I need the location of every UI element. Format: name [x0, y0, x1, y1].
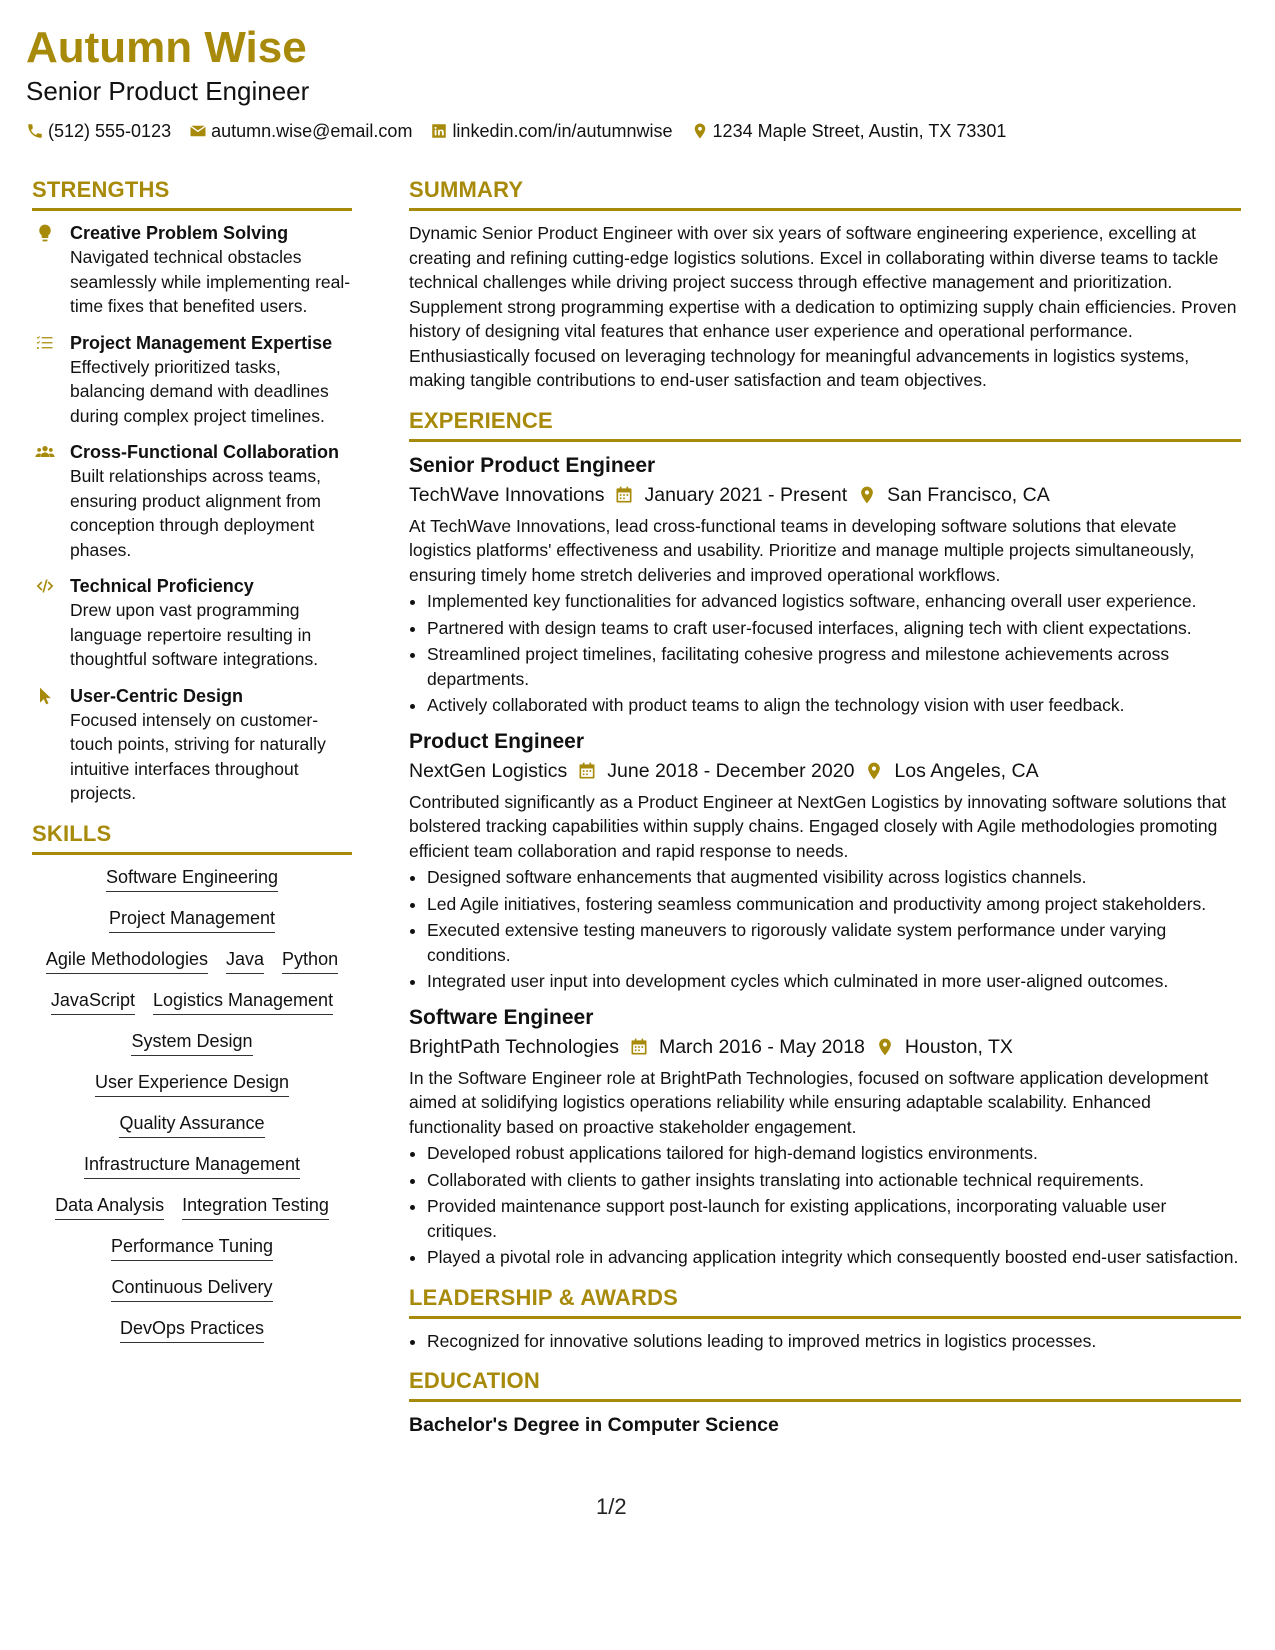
- resume-header: [26, 22, 1246, 144]
- right-column: [409, 176, 1241, 1438]
- bullet-item: • Developed robust applications tailored for high-demand logistics environments.: [427, 1141, 1241, 1166]
- leadership-bullets: [409, 1329, 1241, 1354]
- skill-tag: DevOps Practices: [120, 1316, 264, 1343]
- contact-phone: [26, 118, 171, 144]
- bullet-item: • Provided maintenance support post-launch for existing applications, incorporating valuable user critiques.: [427, 1194, 1241, 1243]
- job-title: Senior Product Engineer: [409, 453, 656, 477]
- strength-title: Project Management Expertise: [70, 332, 333, 353]
- bullet-item: • Implemented key functionalities for advanced logistics software, enhancing overall user experience.: [427, 589, 1241, 614]
- strength-title: Creative Problem Solving: [70, 223, 289, 243]
- summary-section: [409, 176, 1241, 393]
- map-pin-icon: [857, 485, 877, 505]
- contact-email[interactable]: [189, 118, 412, 144]
- skill-tag: Logistics Management: [153, 988, 333, 1015]
- calendar-icon: [629, 1037, 649, 1057]
- strength-item: [32, 684, 352, 806]
- strength-description: Effectively prioritized tasks, balancing demand with deadlines during complex project timelines.: [70, 356, 329, 426]
- cursor-icon: [32, 684, 58, 806]
- bullet-item: • Played a pivotal role in advancing application integrity which consequently boosted end-user satisfaction.: [427, 1245, 1241, 1270]
- skills-heading: SKILLS: [32, 820, 112, 846]
- job-description: At TechWave Innovations, lead cross-functional teams in developing software solutions that elevate logistics platforms' effectiveness and usability. Prioritize and manage multiple projects simultaneously, ensuring timely home stretch deliveries and improved operational workflows.: [409, 515, 1195, 585]
- skill-tag: Software Engineering: [106, 865, 278, 892]
- strengths-section: [32, 176, 352, 806]
- job-meta: [409, 480, 1241, 510]
- job-location: San Francisco, CA: [887, 483, 1050, 506]
- strength-item: [32, 574, 352, 672]
- skill-tag: System Design: [131, 1029, 252, 1056]
- users-icon: [32, 440, 58, 562]
- bullet-item: • Streamlined project timelines, facilitating cohesive progress and milestone achievements across departments.: [427, 642, 1241, 691]
- bullet-item: • Led Agile initiatives, fostering seamless communication and productivity among project stakeholders.: [427, 892, 1241, 917]
- page-number: 1/2: [596, 1494, 627, 1519]
- section-divider: [409, 439, 1241, 442]
- job-location: Houston, TX: [904, 1035, 1013, 1058]
- section-divider: [409, 1316, 1241, 1319]
- experience-heading: EXPERIENCE: [409, 407, 553, 433]
- job-bullets: [409, 589, 1241, 718]
- map-pin-icon: [875, 1037, 895, 1057]
- skill-tag: Python: [282, 947, 338, 974]
- job-meta: [409, 756, 1241, 786]
- skill-tag: Agile Methodologies: [46, 947, 208, 974]
- bullet-item: • Designed software enhancements that augmented visibility across logistics channels.: [427, 865, 1241, 890]
- strength-title: Technical Proficiency: [70, 576, 254, 596]
- calendar-icon: [614, 485, 634, 505]
- lightbulb-icon: [32, 221, 58, 319]
- strength-item: [32, 440, 352, 562]
- candidate-title: Senior Product Engineer: [26, 76, 310, 106]
- contact-bar: [26, 118, 1246, 144]
- bullet-item: • Integrated user input into development cycles which culminated in more user-aligned outcomes.: [427, 969, 1241, 994]
- summary-text: Dynamic Senior Product Engineer with over six years of software engineering experience, excelling at creating and refining cutting-edge logistics solutions. Excel in collaborating within diverse teams to tackle technical challenges while driving project success through effective management and prioritization. Supplement strong programming expertise with a dedication to optimizing supply chain efficiencies. Proven history of designing vital features that enhance user experience and operational performance. Enthusiastically focused on leveraging technology for meaningful advancements in logistics systems, making tangible contributions to end-user satisfaction and team objectives.: [409, 223, 1237, 390]
- calendar-icon: [577, 761, 597, 781]
- linkedin-icon: [430, 122, 448, 140]
- section-divider: [409, 1399, 1241, 1402]
- strength-description: Built relationships across teams, ensuring product alignment from conception through deployment phases.: [70, 466, 321, 560]
- experience-section: [409, 407, 1241, 1270]
- left-column: [32, 176, 352, 1343]
- strength-item: [32, 221, 352, 319]
- job-dates: March 2016 - May 2018: [658, 1035, 865, 1058]
- address-text: 1234 Maple Street, Austin, TX 73301: [712, 121, 1007, 141]
- job-dates: January 2021 - Present: [644, 483, 848, 506]
- job-description: In the Software Engineer role at BrightPath Technologies, focused on software application development aimed at solidifying logistics operations reliability while ensuring adaptable scalability. Enhanced functionality based on proactive stakeholder engagement.: [409, 1067, 1209, 1137]
- tasklist-icon: [32, 331, 58, 429]
- skill-tag: Quality Assurance: [119, 1111, 264, 1138]
- section-divider: [32, 852, 352, 855]
- skills-list: [32, 865, 352, 1343]
- strengths-heading: STRENGTHS: [32, 177, 170, 202]
- education-heading: EDUCATION: [409, 1368, 540, 1393]
- bullet-item: • Partnered with design teams to craft user-focused interfaces, aligning tech with client expectations.: [427, 616, 1241, 641]
- job-dates: June 2018 - December 2020: [607, 759, 855, 782]
- leadership-section: [409, 1284, 1241, 1354]
- strength-title: User-Centric Design: [70, 685, 244, 706]
- strength-item: [32, 331, 352, 429]
- skill-tag: Infrastructure Management: [84, 1152, 300, 1179]
- email-text[interactable]: autumn.wise@email.com: [211, 121, 413, 141]
- company-name: TechWave Innovations: [409, 483, 605, 506]
- summary-heading: SUMMARY: [409, 177, 524, 202]
- bullet-item: • Recognized for innovative solutions leading to improved metrics in logistics processes.: [427, 1329, 1241, 1354]
- education-section: [409, 1367, 1241, 1438]
- strength-title: Cross-Functional Collaboration: [70, 442, 340, 462]
- strength-description: Drew upon vast programming language repertoire resulting in thoughtful software integrations.: [70, 600, 319, 669]
- strength-description: Navigated technical obstacles seamlessly while implementing real-time fixes that benefited users.: [70, 247, 351, 316]
- job-bullets: [409, 1141, 1241, 1270]
- phone-text: (512) 555-0123: [48, 121, 172, 141]
- skill-tag: Project Management: [109, 906, 275, 933]
- section-divider: [32, 208, 352, 211]
- skill-tag: Performance Tuning: [111, 1234, 273, 1261]
- candidate-name: Autumn Wise: [26, 23, 307, 72]
- strength-description: Focused intensely on customer-touch points, striving for naturally intuitive interfaces throughout projects.: [70, 709, 326, 803]
- phone-icon: [26, 122, 44, 140]
- education-degree: Bachelor's Degree in Computer Science: [409, 1414, 779, 1436]
- code-icon: [32, 574, 58, 672]
- skill-tag: Data Analysis: [55, 1193, 164, 1220]
- job-description: Contributed significantly as a Product Engineer at NextGen Logistics by innovating software solutions that bolstered tracking capabilities within supply chains. Engaged closely with Agile methodologies promoting efficient team collaboration and rapid response to needs.: [409, 791, 1227, 861]
- contact-address: [691, 118, 1007, 144]
- map-pin-icon: [864, 761, 884, 781]
- job-meta: [409, 1032, 1241, 1062]
- job-entry: [409, 452, 1241, 718]
- section-divider: [409, 208, 1241, 211]
- map-pin-icon: [691, 122, 709, 140]
- leadership-heading: LEADERSHIP & AWARDS: [409, 1284, 679, 1310]
- bullet-item: • Collaborated with clients to gather insights translating into actionable technical requirements.: [427, 1168, 1241, 1193]
- envelope-icon: [189, 122, 207, 140]
- job-bullets: [409, 865, 1241, 994]
- company-name: NextGen Logistics: [409, 759, 568, 782]
- job-entry: [409, 1004, 1241, 1270]
- company-name: BrightPath Technologies: [409, 1035, 619, 1058]
- skill-tag: Integration Testing: [182, 1193, 329, 1220]
- skill-tag: Java: [226, 947, 264, 974]
- skill-tag: User Experience Design: [95, 1070, 289, 1097]
- contact-linkedin[interactable]: [430, 118, 672, 144]
- skill-tag: Continuous Delivery: [111, 1275, 272, 1302]
- linkedin-text[interactable]: linkedin.com/in/autumnwise: [452, 121, 673, 141]
- job-entry: [409, 728, 1241, 994]
- bullet-item: • Executed extensive testing maneuvers to rigorously validate system performance under varying conditions.: [427, 918, 1241, 967]
- job-title: Product Engineer: [409, 729, 585, 753]
- bullet-item: • Actively collaborated with product teams to align the technology vision with user feedback.: [427, 693, 1241, 718]
- job-location: Los Angeles, CA: [894, 759, 1039, 782]
- skills-section: [32, 820, 352, 1343]
- skill-tag: JavaScript: [51, 988, 135, 1015]
- job-title: Software Engineer: [409, 1005, 594, 1029]
